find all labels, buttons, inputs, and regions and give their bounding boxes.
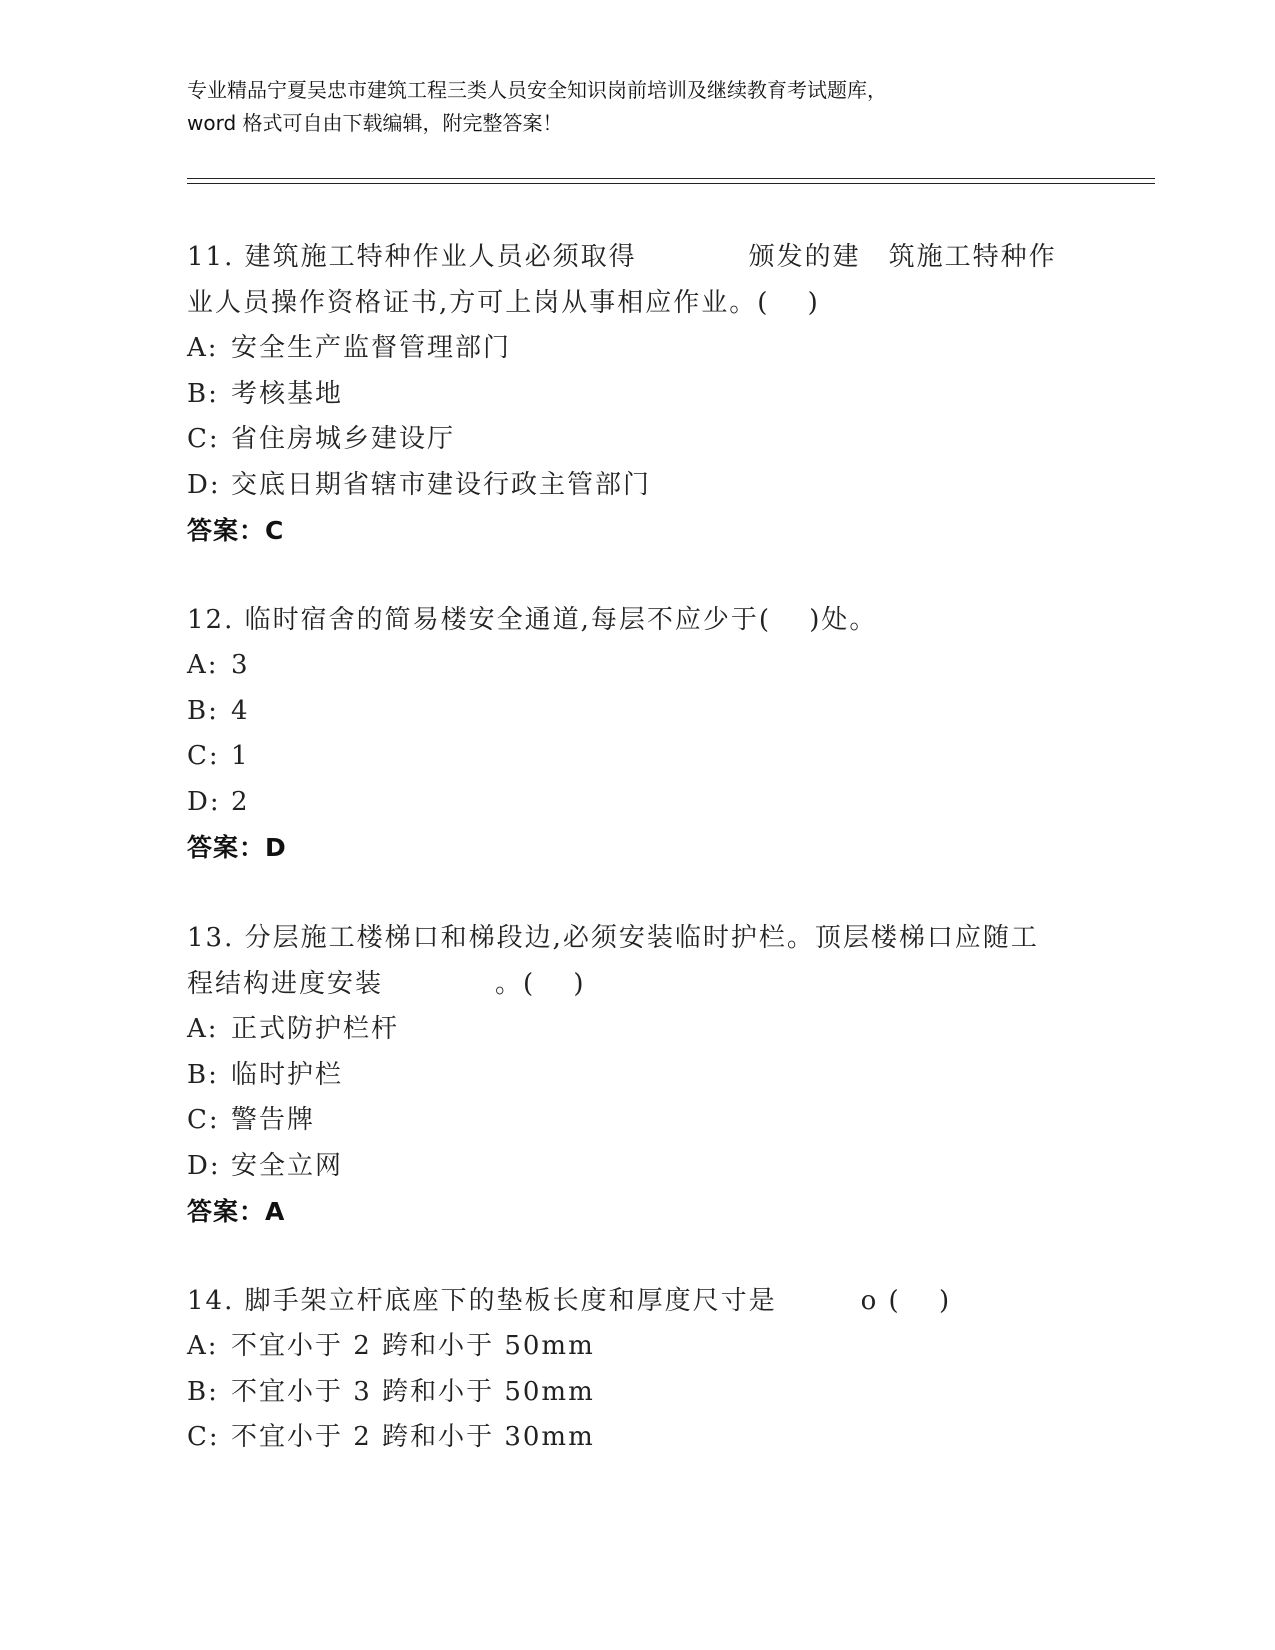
option-text: 不宜小于 2 跨和小于 30mm (231, 1422, 595, 1452)
option-text: 临时护栏 (231, 1059, 344, 1090)
option-key: A: (187, 1014, 219, 1044)
option-a (187, 1324, 1087, 1370)
option-key: C: (187, 424, 220, 454)
question-13 (187, 915, 1087, 1235)
option-d (187, 1144, 1087, 1190)
option-key: A: (187, 1331, 219, 1361)
question-14 (187, 1278, 1087, 1461)
option-text: 3 (231, 650, 250, 680)
option-b (187, 689, 1087, 735)
option-text: 不宜小于 3 跨和小于 50mm (231, 1376, 595, 1407)
answer-line: 答案：D (187, 833, 287, 862)
question-stem-line: 11. 建筑施工特种作业人员必须取得 颁发的建 筑施工特种作 (187, 242, 1057, 272)
option-c (187, 1098, 1087, 1144)
option-b (187, 372, 1087, 418)
document-header (187, 74, 1087, 140)
option-key: B: (187, 1376, 219, 1407)
question-stem-line: 13. 分层施工楼梯口和梯段边,必须安装临时护栏。顶层楼梯口应随工 (187, 923, 1039, 953)
option-c (187, 734, 1087, 780)
option-b (187, 1370, 1087, 1416)
option-key: D: (187, 786, 221, 817)
answer-line: 答案：A (187, 1197, 286, 1226)
option-text: 省住房城乡建设厅 (231, 424, 456, 454)
option-a (187, 643, 1087, 689)
option-a (187, 326, 1087, 372)
header-title-line1: 专业精品宁夏吴忠市建筑工程三类人员安全知识岗前培训及继续教育考试题库， (187, 78, 887, 102)
header-divider-bottom (187, 183, 1155, 184)
option-text: 2 (231, 786, 250, 817)
option-a (187, 1007, 1087, 1053)
option-c (187, 417, 1087, 463)
option-key: C: (187, 1105, 220, 1135)
option-c (187, 1415, 1087, 1461)
header-divider-top (187, 178, 1155, 179)
option-key: A: (187, 333, 219, 363)
answer-line: 答案：C (187, 516, 285, 545)
option-text: 安全生产监督管理部门 (231, 333, 512, 363)
option-d (187, 780, 1087, 826)
option-d (187, 463, 1087, 509)
option-key: C: (187, 741, 220, 771)
option-text: 考核基地 (231, 378, 344, 409)
option-key: B: (187, 1059, 219, 1090)
header-title-line2: word 格式可自由下载编辑，附完整答案！ (187, 111, 563, 135)
question-stem-line: 12. 临时宿舍的简易楼安全通道,每层不应少于( )处。 (187, 605, 878, 635)
option-key: D: (187, 1150, 221, 1181)
question-12 (187, 597, 1087, 871)
option-key: A: (187, 650, 219, 680)
question-stem-line: 程结构进度安装 。( ) (187, 969, 586, 999)
option-text: 警告牌 (231, 1105, 316, 1135)
option-text: 4 (231, 695, 250, 726)
option-text: 不宜小于 2 跨和小于 50mm (231, 1331, 595, 1361)
option-text: 安全立网 (231, 1150, 344, 1181)
option-key: C: (187, 1422, 220, 1452)
question-stem-line: 业人员操作资格证书,方可上岗从事相应作业。( ) (187, 288, 820, 318)
option-key: B: (187, 695, 219, 726)
question-11 (187, 234, 1087, 554)
option-key: B: (187, 378, 219, 409)
option-b (187, 1053, 1087, 1099)
option-text: 1 (231, 741, 250, 771)
option-key: D: (187, 469, 221, 500)
question-stem-line: 14. 脚手架立杆底座下的垫板长度和厚度尺寸是 o ( ) (187, 1286, 952, 1316)
option-text: 正式防护栏杆 (231, 1014, 400, 1044)
option-text: 交底日期省辖市建设行政主管部门 (231, 469, 652, 500)
